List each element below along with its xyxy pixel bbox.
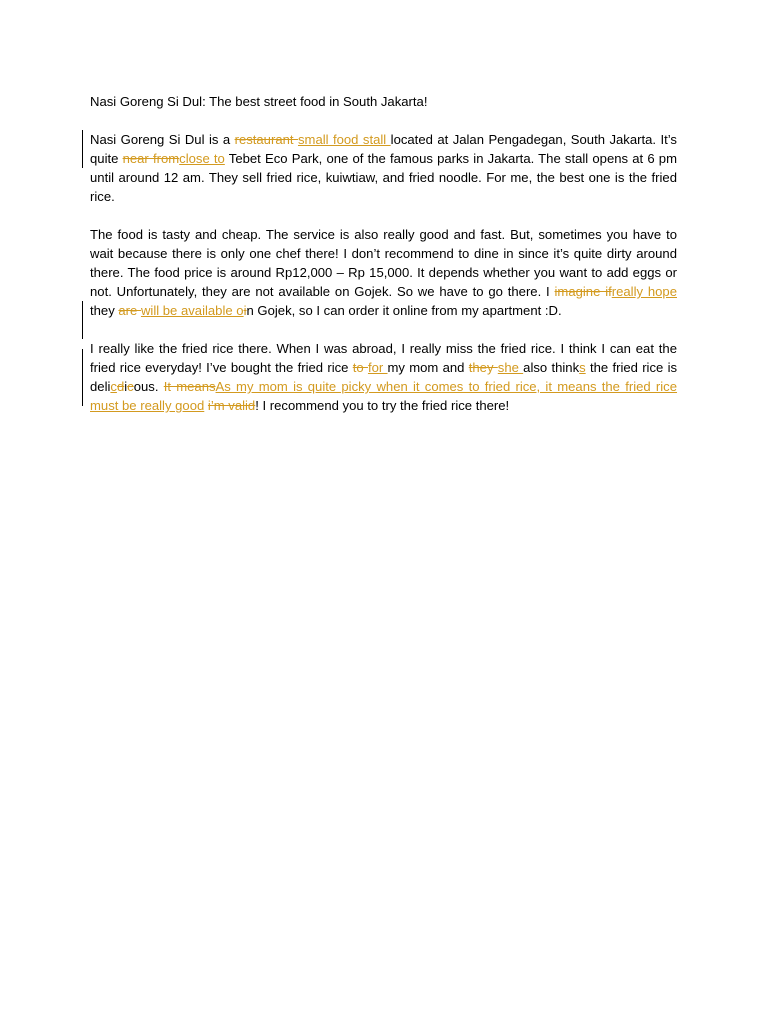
tracked-deletion: to — [352, 360, 368, 375]
text-run: i — [124, 379, 128, 394]
paragraph — [90, 225, 677, 320]
paragraph — [90, 339, 677, 415]
change-bar — [82, 349, 83, 406]
tracked-insertion: she — [497, 360, 524, 375]
change-bar — [82, 301, 83, 339]
tracked-insertion: close to — [179, 151, 225, 166]
tracked-insertion: for — [367, 360, 388, 375]
text-run: also think — [523, 360, 580, 375]
text-run: they — [90, 303, 119, 318]
paragraph — [90, 130, 677, 206]
change-bar — [82, 130, 83, 168]
text-run: The food is tasty and cheap. The service is also really good and fast. But, sometimes you have to wait because there is only one chef there! I don’t recommend to dine in since it’s quite dirty around there. The food price is around Rp12,000 – Rp 15,000. It depends whether you want to add eggs or not. Unfortunately, they are not available on Gojek. So we have to go there. I — [90, 227, 677, 299]
tracked-deletion: i — [243, 303, 247, 318]
text-run: Tebet Eco Park, one of the famous parks in Jakarta. The stall opens at 6 pm until around 12 am. They sell fried rice, kuiwtiaw, and fried noodle. For me, the best one is the fried rice. — [90, 151, 677, 204]
tracked-deletion: d — [116, 379, 125, 394]
text-run: ous. — [133, 379, 164, 394]
tracked-insertion: As my mom is quite picky when it comes to fried rice, it means the fried rice must be really good — [90, 379, 678, 413]
tracked-deletion: i’m valid — [207, 398, 256, 413]
tracked-deletion: are — [118, 303, 141, 318]
tracked-insertion: small food stall — [297, 132, 391, 147]
tracked-deletion: they — [468, 360, 498, 375]
tracked-deletion: restaurant — [234, 132, 298, 147]
tracked-deletion: It means — [163, 379, 216, 394]
tracked-deletion: imagine if — [554, 284, 612, 299]
text-run: my mom and — [387, 360, 469, 375]
document-title: Nasi Goreng Si Dul: The best street food in South Jakarta! — [90, 94, 428, 109]
text-run: n Gojek, so I can order it online from my apartment :D. — [246, 303, 562, 318]
document-body — [90, 92, 677, 434]
tracked-insertion: c — [110, 379, 117, 394]
text-run: ! I recommend you to try the fried rice there! — [255, 398, 510, 413]
tracked-insertion: really hope — [611, 284, 677, 299]
text-run: Nasi Goreng Si Dul is a — [90, 132, 235, 147]
text-run: located at Jalan Pengadegan, South Jakarta. It’s quite — [90, 132, 677, 166]
tracked-deletion: c — [127, 379, 134, 394]
tracked-insertion: s — [579, 360, 586, 375]
tracked-deletion: near from — [122, 151, 180, 166]
text-run: the fried rice is deli — [90, 360, 678, 394]
tracked-insertion: will be available o — [140, 303, 244, 318]
text-run: I really like the fried rice there. When I was abroad, I really miss the fried rice. I think I can eat the fried rice everyday! I’ve bought the fried rice — [90, 341, 677, 375]
